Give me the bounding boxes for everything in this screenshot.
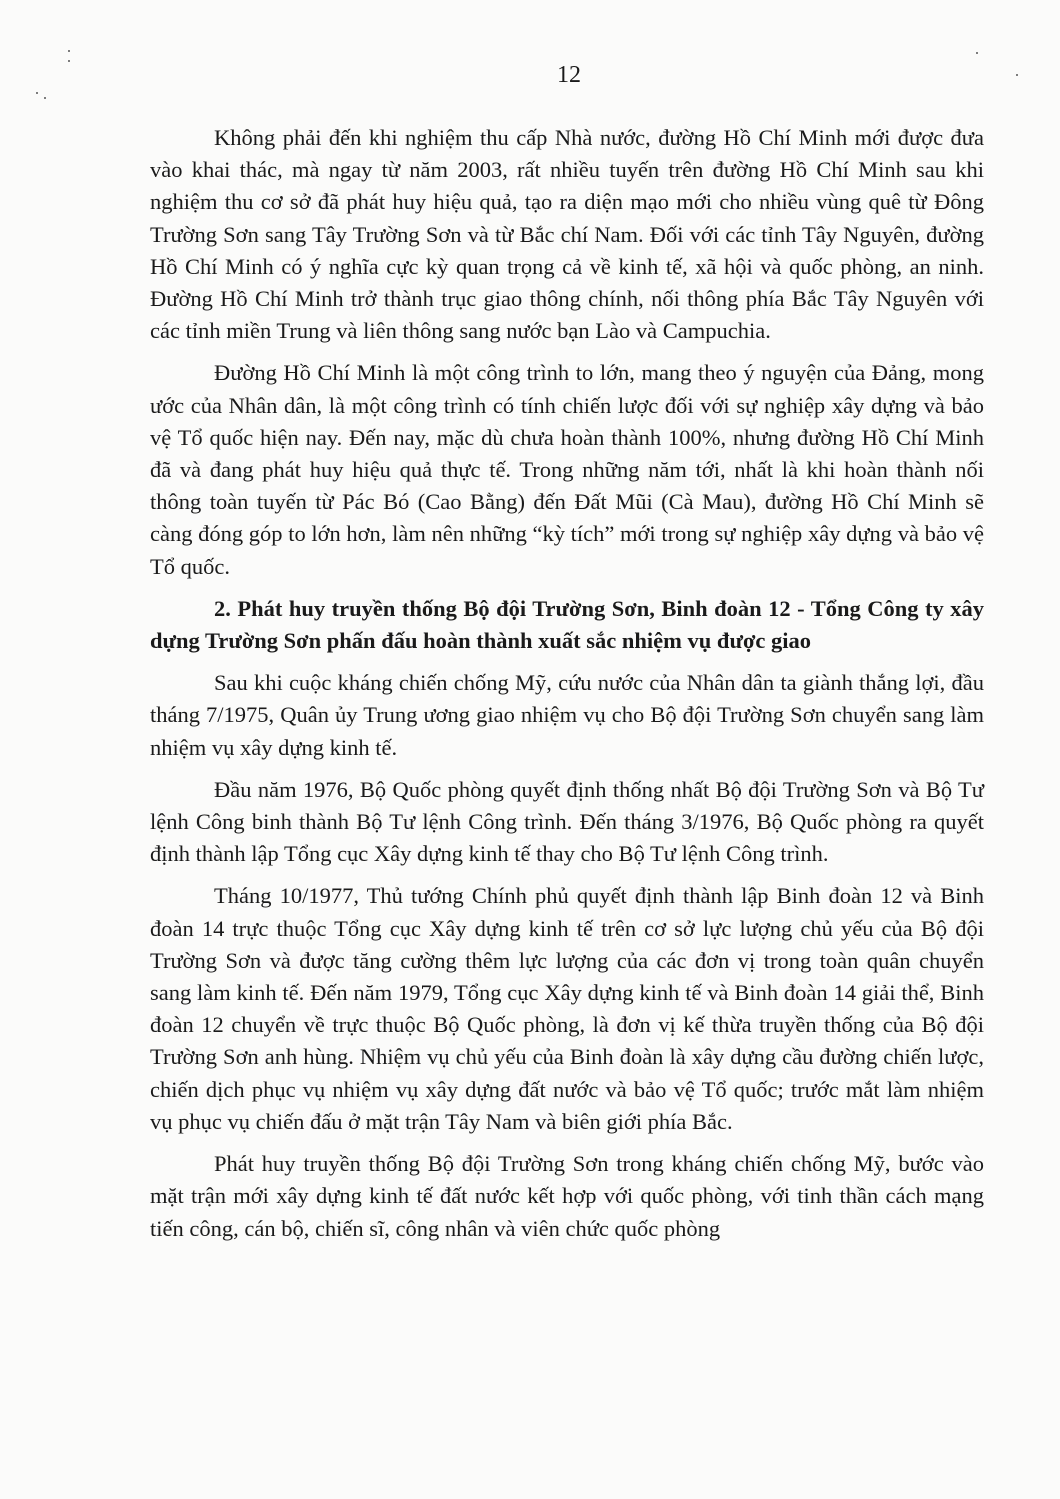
body-paragraph: Sau khi cuộc kháng chiến chống Mỹ, cứu nước của Nhân dân ta giành thắng lợi, đầu tháng 7/1975, Quân ủy Trung ương giao nhiệm vụ cho Bộ đội Trường Sơn chuyển sang làm nhiệm vụ xây dựng kinh tế. [150, 670, 984, 760]
body-paragraph: Phát huy truyền thống Bộ đội Trường Sơn trong kháng chiến chống Mỹ, bước vào mặt trận mới xây dựng kinh tế đất nước kết hợp với quốc phòng, với tinh thần cách mạng tiến công, cán bộ, chiến sĩ, công nhân và viên chức quốc phòng [150, 1151, 984, 1241]
scan-speck [68, 50, 70, 52]
body-paragraph: Không phải đến khi nghiệm thu cấp Nhà nước, đường Hồ Chí Minh mới được đưa vào khai thác, mà ngay từ năm 2003, rất nhiều tuyến trên đường Hồ Chí Minh sau khi nghiệm thu cơ sở đã phát huy hiệu quả, tạo ra diện mạo mới cho nhiều vùng quê từ Đông Trường Sơn sang Tây Trường Sơn và từ Bắc chí Nam. Đối với các tỉnh Tây Nguyên, đường Hồ Chí Minh có ý nghĩa cực kỳ quan trọng cả về kinh tế, xã hội và quốc phòng, an ninh. Đường Hồ Chí Minh trở thành trục giao thông chính, nối thông phía Bắc Tây Nguyên với các tỉnh miền Trung và liên thông sang nước bạn Lào và Campuchia. [150, 125, 984, 344]
body-paragraph: Đường Hồ Chí Minh là một công trình to lớn, mang theo ý nguyện của Đảng, mong ước của Nhân dân, là một công trình có tính chiến lược đối với sự nghiệp xây dựng và bảo vệ Tổ quốc hiện nay. Đến nay, mặc dù chưa hoàn thành 100%, nhưng đường Hồ Chí Minh đã và đang phát huy hiệu quả thực tế. Trong những năm tới, nhất là khi hoàn thành nối thông toàn tuyến từ Pác Bó (Cao Bằng) đến Đất Mũi (Cà Mau), đường Hồ Chí Minh sẽ càng đóng góp to lớn hơn, làm nên những “kỳ tích” mới trong sự nghiệp xây dựng và bảo vệ Tổ quốc. [150, 360, 984, 579]
section-heading: 2. Phát huy truyền thống Bộ đội Trường Sơn, Binh đoàn 12 - Tổng Công ty xây dựng Trường Sơn phấn đấu hoàn thành xuất sắc nhiệm vụ được giao [150, 595, 984, 654]
page-number: 12 [557, 62, 581, 88]
scan-speck [44, 97, 46, 99]
document-body [150, 122, 984, 1255]
scan-speck [976, 52, 978, 54]
body-paragraph: Tháng 10/1977, Thủ tướng Chính phủ quyết định thành lập Binh đoàn 12 và Binh đoàn 14 trực thuộc Tổng cục Xây dựng kinh tế trên cơ sở lực lượng chủ yếu của Bộ đội Trường Sơn và được tăng cường thêm lực lượng của các đơn vị trong toàn quân chuyển sang làm kinh tế. Đến năm 1979, Tổng cục Xây dựng kinh tế và Binh đoàn 14 giải thể, Binh đoàn 12 chuyển về trực thuộc Bộ Quốc phòng, là đơn vị kế thừa truyền thống của Bộ đội Trường Sơn anh hùng. Nhiệm vụ chủ yếu của Binh đoàn là xây dựng cầu đường chiến lược, chiến dịch phục vụ nhiệm vụ xây dựng đất nước và bảo vệ Tổ quốc; trước mắt làm nhiệm vụ phục vụ chiến đấu ở mặt trận Tây Nam và biên giới phía Bắc. [150, 883, 984, 1134]
scan-speck [36, 92, 38, 94]
body-paragraph: Đầu năm 1976, Bộ Quốc phòng quyết định thống nhất Bộ đội Trường Sơn và Bộ Tư lệnh Công binh thành Bộ Tư lệnh Công trình. Đến tháng 3/1976, Bộ Quốc phòng ra quyết định thành lập Tổng cục Xây dựng kinh tế thay cho Bộ Tư lệnh Công trình. [150, 776, 984, 867]
